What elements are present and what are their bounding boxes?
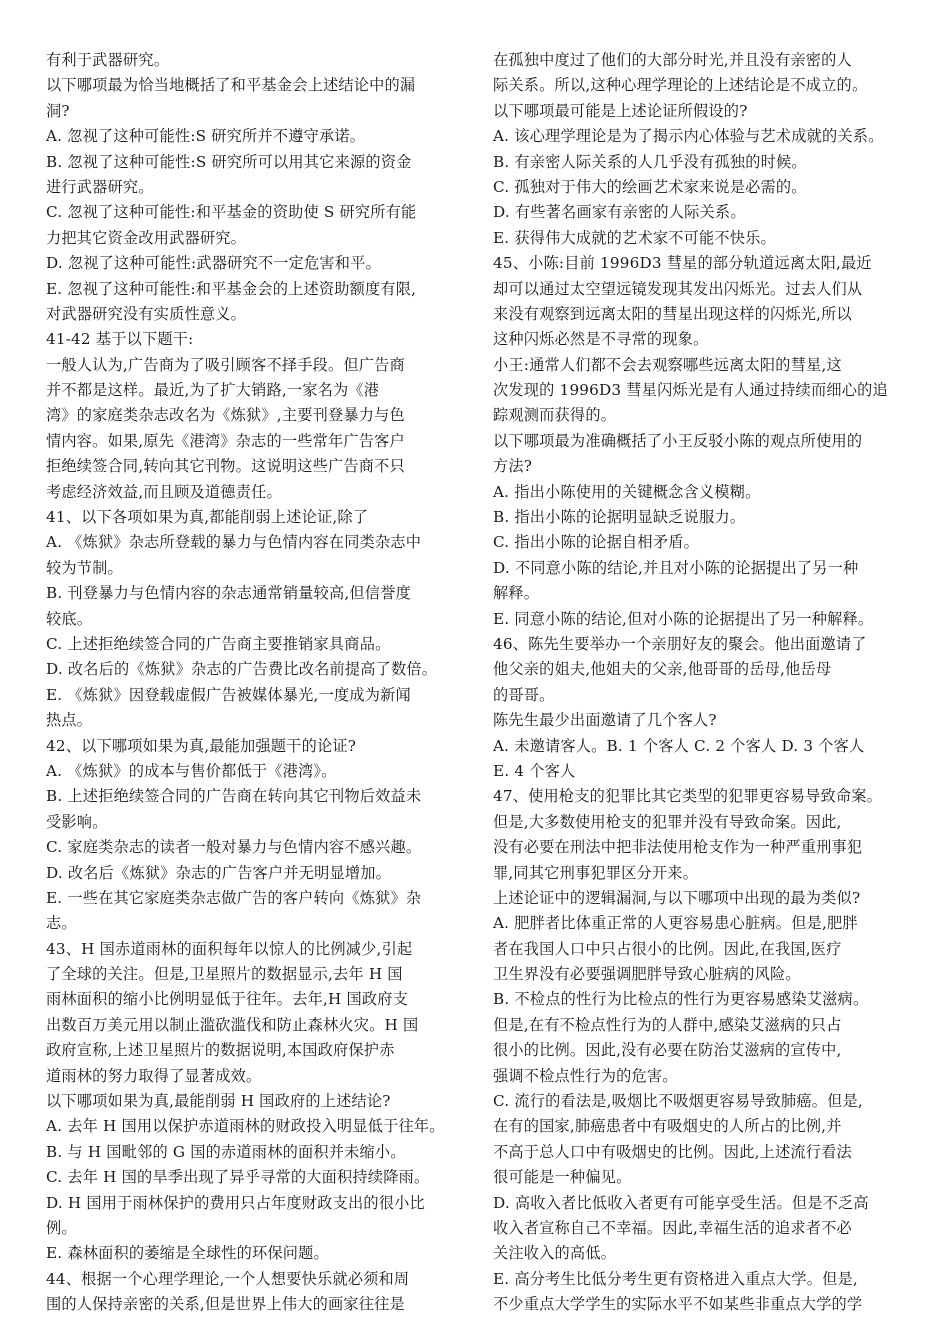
text-line: 41、以下各项如果为真,都能削弱上述论证,除了 [46,508,369,527]
text-line: C. 忽视了这种可能性:和平基金的资助使 S 研究所有能 [46,203,417,222]
text-line: A. 《炼狱》杂志所登载的暴力与色情内容在同类杂志中 [46,533,422,552]
text-line: 上述论证中的逻辑漏洞,与以下哪项中出现的最为类似? [493,888,861,907]
text-line: 的哥哥。 [493,685,555,704]
text-line: C. 流行的看法是,吸烟比不吸烟更容易导致肺癌。但是, [493,1092,863,1111]
text-line: E. 高分考生比低分考生更有资格进入重点大学。但是, [493,1269,858,1288]
text-line: 雨林面积的缩小比例明显低于往年。去年,H 国政府支 [46,990,409,1009]
text-line: 情内容。如果,原先《港湾》杂志的一些常年广告客户 [46,431,405,450]
text-line: 者在我国人口中只占很小的比例。因此,在我国,医疗 [493,939,842,958]
text-line: 次发现的 1996D3 彗星闪烁光是有人通过持续而细心的追 [493,381,888,400]
text-line: C. 指出小陈的论据自相矛盾。 [493,533,699,552]
text-line: D. 有些著名画家有亲密的人际关系。 [493,203,746,222]
text-line: C. 去年 H 国的旱季出现了异乎寻常的大面积持续降雨。 [46,1168,430,1187]
text-line: C. 孤独对于伟大的绘画艺术家来说是必需的。 [493,177,807,196]
text-line: 较为节制。 [46,558,123,577]
text-line: 志。 [46,914,77,933]
text-line: A. 去年 H 国用以保护赤道雨林的财政投入明显低于往年。 [46,1117,445,1136]
text-line: 一般人认为,广告商为了吸引顾客不择手段。但广告商 [46,355,405,374]
text-line: A. 肥胖者比体重正常的人更容易患心脏病。但是,肥胖 [493,914,858,933]
text-line: 道雨林的努力取得了显著成效。 [46,1066,262,1085]
text-line: D. 忽视了这种可能性:武器研究不一定危害和平。 [46,254,381,273]
text-line: 了全球的关注。但是,卫星照片的数据显示,去年 H 国 [46,965,403,984]
text-line: E. 《炼狱》因登载虚假广告被媒体暴光,一度成为新闻 [46,685,411,704]
text-line: D. H 国用于雨林保护的费用只占年度财政支出的很小比 [46,1193,425,1212]
text-line: 46、陈先生要举办一个亲朋好友的聚会。他出面邀请了 [493,634,867,653]
text-line: A. 忽视了这种可能性:S 研究所并不遵守承诺。 [46,127,366,146]
text-line: 47、使用枪支的犯罪比其它类型的犯罪更容易导致命案。 [493,787,883,806]
text-line: D. 改名后《炼狱》杂志的广告客户并无明显增加。 [46,863,392,882]
text-line: 却可以通过太空望远镜发现其发出闪烁光。过去人们从 [493,279,863,298]
text-line: 较底。 [46,609,93,628]
text-line: B. 刊登暴力与色情内容的杂志通常销量较高,但信誉度 [46,584,411,603]
text-line: 在有的国家,肺癌患者中有吸烟史的人所占的比例,并 [493,1117,842,1136]
text-line: 43、H 国赤道雨林的面积每年以惊人的比例减少,引起 [46,939,413,958]
text-line: 以下哪项最为恰当地概括了和平基金会上述结论中的漏 [46,76,416,95]
text-line: 以下哪项如果为真,最能削弱 H 国政府的上述结论? [46,1092,391,1111]
text-line: 44、根据一个心理学理论,一个人想要快乐就必须和周 [46,1269,410,1288]
text-line: C. 家庭类杂志的读者一般对暴力与色情内容不感兴趣。 [46,838,422,857]
text-line: B. 有亲密人际关系的人几乎没有孤独的时候。 [493,152,807,171]
text-line: E. 同意小陈的结论,但对小陈的论据提出了另一种解释。 [493,609,874,628]
text-line: 对武器研究没有实质性意义。 [46,304,247,323]
text-line: 41-42 基于以下题干: [46,330,194,349]
text-line: 有利于武器研究。 [46,51,170,69]
text-line: 45、小陈:目前 1996D3 彗星的部分轨道远离太阳,最近 [493,254,872,273]
text-line: D. 改名后的《炼狱》杂志的广告费比改名前提高了数倍。 [46,660,438,679]
text-line: 很可能是一种偏见。 [493,1168,632,1187]
text-line: 强调不检点性行为的危害。 [493,1066,678,1085]
text-line: 不高于总人口中有吸烟史的比例。因此,上述流行看法 [493,1142,852,1161]
text-line: 踪观测而获得的。 [493,406,617,425]
text-line: A. 该心理学理论是为了揭示内心体验与艺术成就的关系。 [493,127,884,146]
text-line: A. 未邀请客人。B. 1 个客人 C. 2 个客人 D. 3 个客人 [493,736,865,755]
text-line: 拒绝续签合同,转向其它刊物。这说明这些广告商不只 [46,457,405,476]
text-line: 并不都是这样。最近,为了扩大销路,一家名为《港 [46,381,380,400]
text-line: B. 上述拒绝续签合同的广告商在转向其它刊物后效益未 [46,787,422,806]
text-line: A. 指出小陈使用的关键概念含义模糊。 [493,482,761,501]
text-line: 进行武器研究。 [46,177,154,196]
text-line: 罪,同其它刑事犯罪区分开来。 [493,863,699,882]
text-line: 力把其它资金改用武器研究。 [46,228,247,247]
text-line: 没有必要在刑法中把非法使用枪支作为一种严重刑事犯 [493,838,863,857]
right-column [493,48,913,1318]
text-line: A. 《炼狱》的成本与售价都低于《港湾》。 [46,761,337,780]
text-line: C. 上述拒绝续签合同的广告商主要推销家具商品。 [46,634,391,653]
text-line: 洞? [46,101,70,120]
text-line: 他父亲的姐夫,他姐夫的父亲,他哥哥的岳母,他岳母 [493,660,832,679]
text-line: E. 一些在其它家庭类杂志做广告的客户转向《炼狱》杂 [46,888,422,907]
text-line: B. 不检点的性行为比检点的性行为更容易感染艾滋病。 [493,990,869,1009]
text-line: 收入者宣称自己不幸福。因此,幸福生活的追求者不必 [493,1218,852,1237]
text-line: 例。 [46,1218,77,1237]
text-line: 小王:通常人们都不会去观察哪些远离太阳的彗星,这 [493,355,842,374]
text-line: 际关系。所以,这种心理学理论的上述结论是不成立的。 [493,76,868,95]
text-line: B. 指出小陈的论据明显缺乏说服力。 [493,508,746,527]
text-line: 很小的比例。因此,没有必要在防治艾滋病的宣传中, [493,1041,842,1060]
text-line: 陈先生最少出面邀请了几个客人? [493,711,717,730]
text-line: 在孤独中度过了他们的大部分时光,并且没有亲密的人 [493,51,852,69]
text-line: 来没有观察到远离太阳的彗星出现这样的闪烁光,所以 [493,304,852,323]
text-line: E. 4 个客人 [493,761,576,780]
text-line: 解释。 [493,584,540,603]
text-line: 受影响。 [46,812,108,831]
text-line: E. 获得伟大成就的艺术家不可能不快乐。 [493,228,776,247]
text-line: 但是,大多数使用枪支的犯罪并没有导致命案。因此, [493,812,842,831]
text-line: 围的人保持亲密的关系,但是世界上伟大的画家往往是 [46,1295,405,1314]
text-line: E. 森林面积的萎缩是全球性的环保问题。 [46,1244,329,1263]
text-line: 关注收入的高低。 [493,1244,617,1263]
text-line: B. 忽视了这种可能性:S 研究所可以用其它来源的资金 [46,152,412,171]
text-line: B. 与 H 国毗邻的 G 国的赤道雨林的面积并未缩小。 [46,1142,406,1161]
text-line: D. 不同意小陈的结论,并且对小陈的论据提出了另一种 [493,558,859,577]
text-line: 这种闪烁必然是不寻常的现象。 [493,330,709,349]
text-line: 以下哪项最可能是上述论证所假设的? [493,101,748,120]
text-line: 不少重点大学学生的实际水平不如某些非重点大学的学 [493,1295,863,1314]
text-line: 湾》的家庭类杂志改名为《炼狱》,主要刊登暴力与色 [46,406,405,425]
text-line: 卫生界没有必要强调肥胖导致心脏病的风险。 [493,965,801,984]
left-column [46,48,466,1318]
text-line: 出数百万美元用以制止滥砍滥伐和防止森林火灾。H 国 [46,1015,419,1034]
text-line: 方法? [493,457,533,476]
text-line: 但是,在有不检点性行为的人群中,感染艾滋病的只占 [493,1015,842,1034]
text-line: 热点。 [46,711,93,730]
text-line: 以下哪项最为准确概括了小王反驳小陈的观点所使用的 [493,431,863,450]
text-line: 考虑经济效益,而且顾及道德责任。 [46,482,282,501]
text-line: E. 忽视了这种可能性:和平基金会的上述资助额度有限, [46,279,417,298]
text-line: 42、以下哪项如果为真,最能加强题干的论证? [46,736,357,755]
text-line: 政府宣称,上述卫星照片的数据说明,本国政府保护赤 [46,1041,395,1060]
text-line: D. 高收入者比低收入者更有可能享受生活。但是不乏高 [493,1193,869,1212]
